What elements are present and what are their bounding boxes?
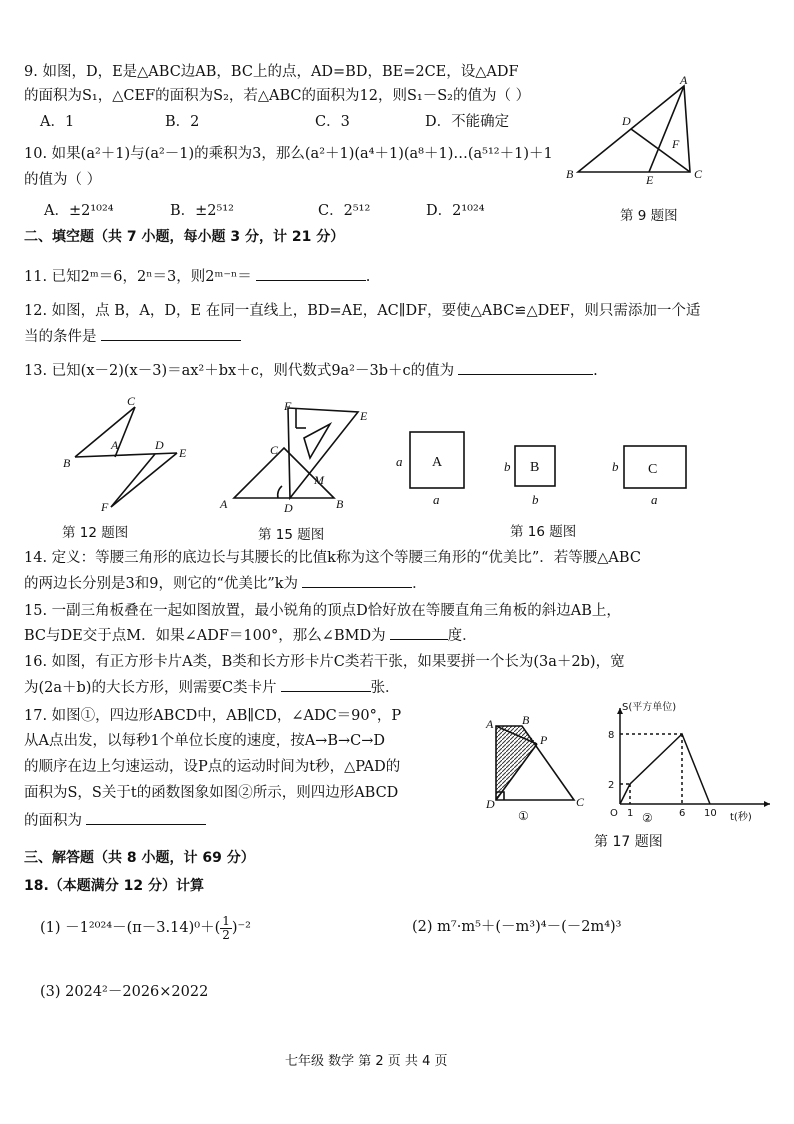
- q18-part-2: (2) m⁷·m⁵＋(－m³)⁴－(－2m⁴)³: [412, 919, 622, 935]
- fig15-label-d: D: [284, 501, 293, 515]
- section-3-heading: 三、解答题（共 8 小题，计 69 分）: [24, 850, 255, 866]
- q16-line1: 16. 如图，有正方形卡片A类，B类和长方形卡片C类若干张，如果要拼一个长为(3a＋2b)，宽: [24, 654, 625, 670]
- figure-15: [212, 398, 372, 516]
- fig17-graph-xtick-1: 1: [627, 808, 634, 819]
- q9-option-c: C．3: [315, 114, 350, 130]
- q15-line2: BC与DE交于点M．如果∠ADF＝100°，那么∠BMD为: [24, 628, 386, 644]
- q14-line2-wrap: 的两边长分别是3和9，则它的“优美比”k为 ．: [24, 573, 427, 594]
- q17-answer-blank: [86, 810, 206, 825]
- figure-9-triangle: [560, 72, 710, 187]
- figure-12-caption: 第 12 题图: [62, 525, 129, 541]
- fig17-label-d: D: [486, 797, 495, 811]
- q9-option-d: D．不能确定: [425, 114, 510, 130]
- q14-answer-blank: [302, 573, 412, 588]
- fig17-mark-1: ①: [518, 809, 529, 823]
- fig12-label-c: C: [127, 395, 136, 408]
- fig12-label-d: D: [155, 438, 164, 452]
- card-a-side: a: [396, 454, 403, 469]
- fig9-label-b: B: [566, 167, 574, 181]
- fig17-label-a: A: [486, 717, 494, 731]
- card-a-name: A: [432, 455, 443, 470]
- q12-line2-wrap: [24, 326, 241, 347]
- q15-unit: 度．: [447, 628, 477, 644]
- q18-fraction-denominator: 2: [222, 927, 230, 942]
- q17-line5-wrap: [24, 810, 206, 831]
- q12-line1: 12. 如图，点 B，A，D，E 在同一直线上，BD=AE，AC∥DF，要使△ABC≌△DEF，则只需添加一个适: [24, 303, 701, 319]
- q17-line3: 的顺序在边上匀速运动，设P点的运动时间为t秒，△PAD的: [24, 759, 401, 775]
- fig12-label-b: B: [63, 456, 71, 470]
- fig17-graph-mark-2: ②: [642, 811, 653, 825]
- q13-text: 13. 已知(x－2)(x－3)＝ax²＋bx＋c，则代数式9a²－3b＋c的值为 .: [24, 360, 598, 381]
- figure-16-caption: 第 16 题图: [510, 524, 577, 540]
- fig9-label-f: F: [672, 137, 680, 151]
- q9-line1: 9. 如图，D，E是△ABC边AB，BC上的点，AD=BD，BE=2CE，设△ADF: [24, 64, 519, 80]
- fig9-label-e: E: [646, 173, 654, 187]
- q12-line2: 当的条件是: [24, 329, 97, 345]
- fig9-label-c: C: [694, 167, 703, 181]
- q18-title: 18.（本题满分 12 分）计算: [24, 878, 205, 894]
- page-footer: 七年级 数学 第 2 页 共 4 页: [285, 1054, 448, 1069]
- fig17-graph-xtick-6: 6: [679, 808, 686, 819]
- q15-line1: 15. 一副三角板叠在一起如图放置，最小锐角的顶点D恰好放在等腰直角三角板的斜边AB上，: [24, 603, 621, 619]
- q10-line2: 的值为（ ）: [24, 172, 102, 188]
- q13-prompt: 13. 已知(x－2)(x－3)＝ax²＋bx＋c，则代数式9a²－3b＋c的值为: [24, 363, 455, 379]
- q18-part-1-suffix: )⁻²: [231, 920, 251, 936]
- fig12-label-a: A: [111, 438, 119, 452]
- fig17-graph-ylabel: S(平方单位): [622, 702, 677, 713]
- fig15-label-e: E: [360, 409, 368, 423]
- q18-part-3: (3) 2024²－2026×2022: [40, 984, 209, 1000]
- q16-answer-blank: [281, 677, 371, 692]
- q10-option-c: C．2⁵¹²: [318, 203, 371, 219]
- q16-unit: 张．: [370, 680, 400, 696]
- figure-16-cards: [392, 420, 702, 510]
- q11-text: 11. 已知2ᵐ＝6，2ⁿ＝3，则2ᵐ⁻ⁿ＝ .: [24, 266, 370, 287]
- fig12-label-f: F: [101, 500, 109, 514]
- q18-part-1-prefix: (1) －1²⁰²⁴－(π－3.14)⁰＋(: [40, 920, 221, 936]
- q9-option-a: A．1: [40, 114, 75, 130]
- q17-line5: 的面积为: [24, 813, 82, 829]
- section-2-heading: 二、填空题（共 7 小题，每小题 3 分，计 21 分）: [24, 229, 345, 245]
- fig17-label-c: C: [576, 795, 585, 809]
- fig12-label-e: E: [179, 446, 187, 460]
- q9-line2: 的面积为S₁，△CEF的面积为S₂，若△ABC的面积为12，则S₁－S₂的值为（ ）: [24, 88, 531, 104]
- figure-9-caption: 第 9 题图: [620, 208, 678, 224]
- card-c-side: b: [612, 459, 619, 474]
- q10-option-b: B．±2⁵¹²: [170, 203, 234, 219]
- q9-option-b: B．2: [165, 114, 200, 130]
- figure-17-quadrilateral: [482, 716, 590, 826]
- fig15-label-c: C: [270, 443, 279, 457]
- q13-answer-blank: [458, 360, 593, 375]
- q14-line1: 14. 定义：等腰三角形的底边长与其腰长的比值k称为这个等腰三角形的“优美比”．若等腰△ABC: [24, 550, 641, 566]
- fig15-label-a: A: [220, 497, 228, 511]
- fig17-label-p: P: [540, 733, 548, 747]
- card-c-name: C: [648, 462, 658, 477]
- figure-17-caption: 第 17 题图: [594, 834, 663, 850]
- fig17-label-b: B: [522, 716, 530, 727]
- q17-line2: 从A点出发，以每秒1个单位长度的速度，按A→B→C→D: [24, 733, 385, 749]
- card-b-bottom: b: [532, 492, 539, 507]
- fig15-label-m: M: [314, 473, 324, 487]
- figure-17-graph: [598, 700, 778, 828]
- fig15-label-b: B: [336, 497, 344, 511]
- q10-option-d: D．2¹⁰²⁴: [426, 203, 485, 219]
- q18-part-1: [40, 912, 251, 944]
- fig17-graph-ytick-8: 8: [608, 730, 615, 741]
- q17-line1: 17. 如图①，四边形ABCD中，AB∥CD，∠ADC＝90°，P: [24, 708, 402, 724]
- q16-line2-wrap: [24, 677, 400, 698]
- card-b-side: b: [504, 459, 511, 474]
- fig9-label-a: A: [680, 73, 688, 87]
- q18-fraction-numerator: 1: [222, 913, 230, 928]
- card-a-bottom: a: [433, 492, 440, 507]
- q10-option-a: A．±2¹⁰²⁴: [44, 203, 114, 219]
- fig17-graph-ytick-2: 2: [608, 780, 615, 791]
- figure-12: [55, 395, 195, 515]
- q11-prompt: 11. 已知2ᵐ＝6，2ⁿ＝3，则2ᵐ⁻ⁿ＝: [24, 269, 252, 285]
- fig17-graph-xtick-10: 10: [704, 808, 717, 819]
- q10-line1: 10. 如果(a²＋1)与(a²－1)的乘积为3，那么(a²＋1)(a⁴＋1)(a⁸＋1)…(a⁵¹²＋1)＋1: [24, 146, 553, 162]
- fig17-graph-origin: O: [610, 808, 618, 819]
- q14-line2: 的两边长分别是3和9，则它的“优美比”k为: [24, 576, 299, 592]
- q12-answer-blank: [101, 326, 241, 341]
- q15-line2-wrap: [24, 625, 477, 646]
- q18-part-1-fraction: [220, 915, 232, 942]
- fig9-label-d: D: [622, 114, 631, 128]
- figure-15-caption: 第 15 题图: [258, 527, 325, 543]
- q11-answer-blank: [256, 266, 366, 281]
- q16-line2: 为(2a＋b)的大长方形，则需要C类卡片: [24, 680, 277, 696]
- fig17-graph-xlabel: t(秒): [730, 812, 752, 823]
- card-b-name: B: [530, 460, 540, 475]
- q17-line4: 面积为S，S关于t的函数图象如图②所示，则四边形ABCD: [24, 785, 399, 801]
- q15-answer-blank: [390, 625, 448, 640]
- card-c-bottom: a: [651, 492, 658, 507]
- fig15-label-f: F: [284, 399, 292, 413]
